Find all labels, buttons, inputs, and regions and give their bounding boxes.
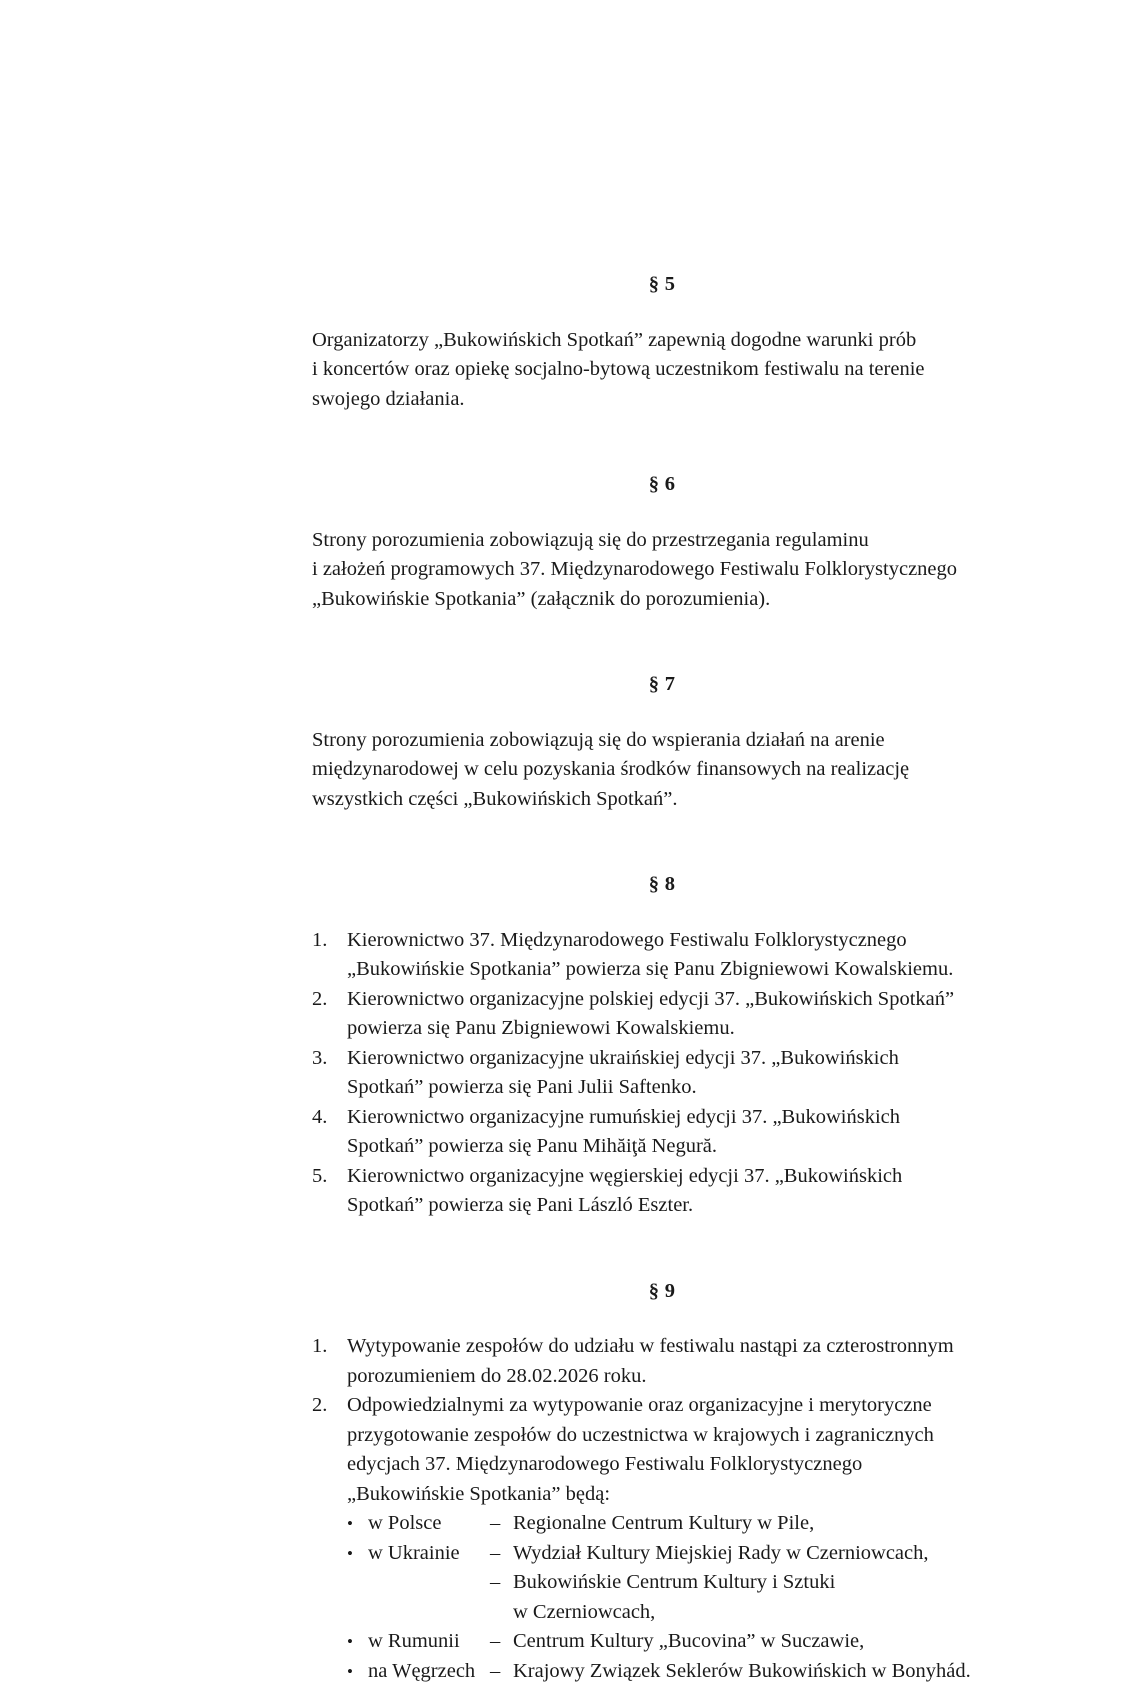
spacer <box>312 1221 1012 1279</box>
paragraph-line: Kierownictwo organizacyjne rumuńskiej edycji 37. „Bukowińskich <box>347 1105 900 1128</box>
institution-name: w Czerniowcach, <box>513 1600 656 1623</box>
paragraph-line: Kierownictwo 37. Międzynarodowego Festiwalu Folklorystycznego <box>347 928 907 951</box>
list-marker: 5. <box>312 1164 328 1187</box>
section-heading-8: § 8 <box>648 873 676 896</box>
paragraph-line: Strony porozumienia zobowiązują się do wspierania działań na arenie <box>312 728 885 751</box>
section-heading-5: § 5 <box>648 273 676 295</box>
spacer <box>312 297 1012 326</box>
spacer <box>312 897 1012 926</box>
bullet-icon: • <box>347 1514 353 1534</box>
country-label: w Polsce <box>368 1512 442 1535</box>
section-heading-7: § 7 <box>648 673 676 696</box>
paragraph-line: Kierownictwo organizacyjne ukraińskiej edycji 37. „Bukowińskich <box>347 1046 899 1069</box>
paragraph-line: i koncertów oraz opiekę socjalno-bytową uczestnikom festiwalu na terenie <box>312 358 925 381</box>
section-5-paragraph <box>312 326 1012 415</box>
list-item <box>312 926 1012 985</box>
section-5 <box>312 272 1012 414</box>
country-label: na Węgrzech <box>368 1659 476 1682</box>
paragraph-line: powierza się Panu Zbigniewowi Kowalskiemu. <box>347 1017 735 1040</box>
paragraph-line: edycjach 37. Międzynarodowego Festiwalu Folklorystycznego <box>347 1453 863 1476</box>
section-9-numbered-list <box>312 1332 1012 1686</box>
list-item-text <box>347 1332 1012 1391</box>
institution-name: Regionalne Centrum Kultury w Pile, <box>513 1512 815 1535</box>
institution-name: Krajowy Związek Seklerów Bukowińskich w Bonyhád. <box>513 1659 971 1682</box>
list-marker: 2. <box>312 1394 328 1417</box>
section-heading-6: § 6 <box>648 473 676 496</box>
institution-name: Centrum Kultury „Bucovina” w Suczawie, <box>513 1630 865 1653</box>
list-item-text <box>347 1044 1012 1103</box>
paragraph-line: Spotkań” powierza się Pani László Eszter. <box>347 1194 694 1217</box>
section-6-paragraph <box>312 526 1012 615</box>
list-item <box>312 1391 1012 1686</box>
list-item-text <box>347 985 1012 1044</box>
spacer <box>312 814 1012 872</box>
spacer <box>312 1303 1012 1332</box>
paragraph-line: „Bukowińskie Spotkania” powierza się Panu Zbigniewowi Kowalskiemu. <box>347 958 954 981</box>
spacer <box>312 614 1012 672</box>
dash-separator: – <box>490 1630 501 1653</box>
list-marker: 4. <box>312 1105 328 1128</box>
list-item <box>312 1332 1012 1391</box>
section-6 <box>312 472 1012 614</box>
institution-name: Bukowińskie Centrum Kultury i Sztuki <box>513 1571 836 1594</box>
paragraph-line: wszystkich części „Bukowińskich Spotkań”. <box>312 787 678 810</box>
paragraph-line: Spotkań” powierza się Panu Mihăiţă Negură. <box>347 1135 718 1158</box>
paragraph-line: „Bukowińskie Spotkania” będą: <box>347 1482 611 1505</box>
spacer <box>312 697 1012 726</box>
paragraph-line: Strony porozumienia zobowiązują się do przestrzegania regulaminu <box>312 528 869 551</box>
paragraph-line: międzynarodowej w celu pozyskania środków finansowych na realizację <box>312 758 910 781</box>
list-item <box>312 985 1012 1044</box>
paragraph-line: Spotkań” powierza się Pani Julii Saftenko. <box>347 1076 697 1099</box>
list-item-text <box>347 1391 1012 1686</box>
paragraph-line: Kierownictwo organizacyjne węgierskiej edycji 37. „Bukowińskich <box>347 1164 903 1187</box>
list-item <box>312 1162 1012 1221</box>
section-8-numbered-list <box>312 926 1012 1221</box>
country-label: w Rumunii <box>368 1630 460 1653</box>
paragraph-line: Odpowiedzialnymi za wytypowanie oraz organizacyjne i merytoryczne <box>347 1394 932 1417</box>
bullet-icon: • <box>347 1543 353 1563</box>
paragraph-line: porozumieniem do 28.02.2026 roku. <box>347 1364 647 1387</box>
section-7 <box>312 672 1012 814</box>
list-item-text <box>347 1103 1012 1162</box>
list-item-text <box>347 926 1012 985</box>
section-8 <box>312 872 1012 1221</box>
list-marker: 1. <box>312 928 328 951</box>
list-marker: 1. <box>312 1335 328 1358</box>
list-item-text <box>347 1162 1012 1221</box>
list-item <box>312 1103 1012 1162</box>
paragraph-line: Kierownictwo organizacyjne polskiej edycji 37. „Bukowińskich Spotkań” <box>347 987 955 1010</box>
paragraph-line: i założeń programowych 37. Międzynarodowego Festiwalu Folklorystycznego <box>312 558 958 581</box>
document-content <box>312 272 1012 1686</box>
institution-list <box>347 1509 1012 1686</box>
bullet-icon: • <box>347 1661 353 1681</box>
paragraph-line: swojego działania. <box>312 387 465 410</box>
spacer <box>312 497 1012 526</box>
dash-separator: – <box>490 1659 501 1682</box>
paragraph-line: Organizatorzy „Bukowińskich Spotkań” zapewnią dogodne warunki prób <box>312 328 917 351</box>
dash-separator: – <box>490 1541 501 1564</box>
paragraph-line: „Bukowińskie Spotkania” (załącznik do porozumienia). <box>312 587 771 610</box>
institution-row <box>347 1627 1012 1657</box>
institution-row <box>347 1539 1012 1569</box>
list-marker: 2. <box>312 987 328 1010</box>
bullet-icon: • <box>347 1632 353 1652</box>
institution-row <box>347 1568 1012 1598</box>
section-9 <box>312 1279 1012 1686</box>
dash-separator: – <box>490 1571 501 1594</box>
section-7-paragraph <box>312 726 1012 815</box>
list-marker: 3. <box>312 1046 328 1069</box>
paragraph-line: Wytypowanie zespołów do udziału w festiwalu nastąpi za czterostronnym <box>347 1335 954 1358</box>
paragraph-line: przygotowanie zespołów do uczestnictwa w krajowych i zagranicznych <box>347 1423 934 1446</box>
country-label: w Ukrainie <box>368 1541 460 1564</box>
spacer <box>312 414 1012 472</box>
list-item <box>312 1044 1012 1103</box>
institution-row <box>347 1509 1012 1539</box>
institution-name: Wydział Kultury Miejskiej Rady w Czerniowcach, <box>513 1541 929 1564</box>
institution-row <box>347 1657 1012 1686</box>
institution-row-continuation <box>347 1598 1012 1628</box>
section-heading-9: § 9 <box>648 1279 676 1302</box>
dash-separator: – <box>490 1512 501 1535</box>
